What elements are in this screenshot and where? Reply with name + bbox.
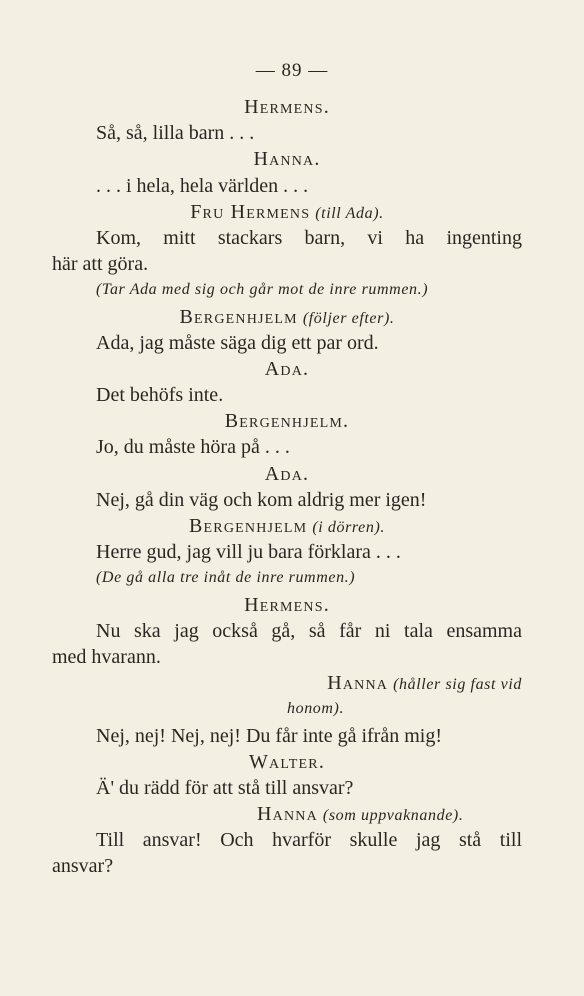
speaker-name: Fru Hermens — [190, 200, 311, 223]
speaker-name: Hermens. — [244, 96, 330, 118]
speaker-name: Hanna — [257, 803, 318, 826]
dialogue-line: Kom, mitt stackars barn, vi ha ingenting — [96, 226, 522, 249]
speaker-heading — [52, 304, 522, 330]
speaker-heading — [52, 670, 522, 696]
dialogue-line: Så, så, lilla barn . . . — [96, 122, 255, 145]
stage-direction: honom). — [287, 700, 345, 718]
speaker-heading — [52, 199, 522, 225]
stage-direction: (som uppvaknande). — [322, 807, 464, 825]
speaker-name: Ada. — [264, 357, 310, 380]
speaker-name: Ada. — [264, 462, 310, 485]
speaker-heading — [52, 513, 522, 539]
dialogue-line: Nej, nej! Nej, nej! Du får inte gå ifrån mig! — [96, 724, 442, 747]
stage-direction: (till Ada). — [315, 204, 384, 222]
dialogue-line: Till ansvar! Och hvarför skulle jag stå till — [96, 829, 522, 852]
play-text — [52, 94, 522, 880]
dialogue-line: ansvar? — [52, 855, 114, 878]
dialogue-line: Ä' du rädd för att stå till ansvar? — [96, 776, 354, 799]
dialogue-line: med hvarann. — [52, 645, 161, 668]
stage-direction: (i dörren). — [312, 519, 385, 536]
speaker-name: Hanna. — [253, 148, 321, 171]
speaker-heading — [52, 801, 522, 827]
stage-direction: (De gå alla tre inåt de inre rummen.) — [96, 569, 356, 587]
stage-direction: (följer efter). — [302, 309, 395, 327]
dialogue-line: här att göra. — [52, 253, 149, 276]
dialogue-line: Ada, jag måste säga dig ett par ord. — [96, 331, 379, 354]
speaker-name: Bergenhjelm — [179, 305, 298, 328]
speaker-name: Bergenhjelm — [189, 515, 308, 537]
stage-direction: (Tar Ada med sig och går mot de inre rummen.) — [96, 281, 429, 299]
speaker-name: Walter. — [248, 750, 326, 773]
page-number: — 89 — — [255, 60, 329, 81]
dialogue-line: Det behöfs inte. — [96, 384, 224, 407]
stage-direction: (håller sig fast vid — [393, 676, 522, 694]
dialogue-line: Jo, du måste höra på . . . — [96, 436, 290, 459]
dialogue-line: . . . i hela, hela världen . . . — [96, 174, 309, 197]
speaker-name: Hermens. — [244, 593, 330, 616]
dialogue-line: Nej, gå din väg och kom aldrig mer igen! — [96, 488, 427, 511]
speaker-name: Hanna — [327, 672, 389, 695]
speaker-name: Bergenhjelm. — [224, 410, 350, 433]
dialogue-line: Herre gud, jag vill ju bara förklara . . . — [96, 541, 401, 564]
dialogue-line: Nu ska jag också gå, så får ni tala ensamma — [96, 619, 522, 642]
